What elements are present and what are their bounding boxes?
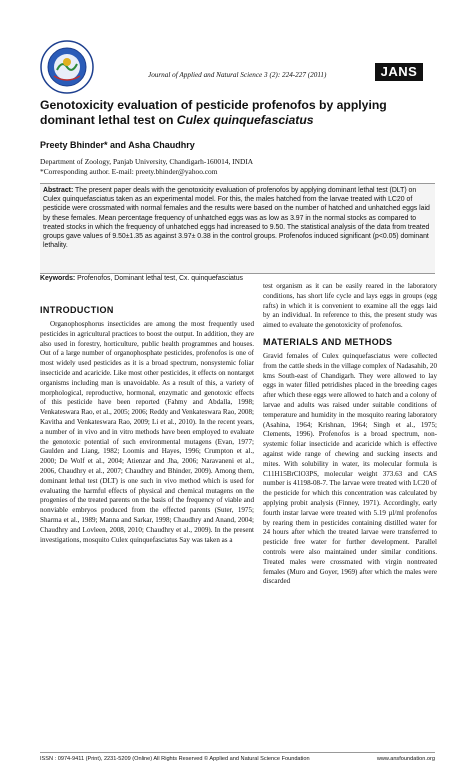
abstract	[43, 186, 431, 250]
abstract-text: The present paper deals with the genotoxicity evaluation of profenofos by applying dominant lethal test (DLT) on Culex quinquefasciatus taken as an experimental model. For this, the males hatched from the larvae treated with LC20 of pesticide were crossmated with normal females and the results were based on the number of hatched and unhatched eggs laid by these females. Mean percentage frequency of unhatched eggs was as low as 3.97 in the normal stocks as compared to treated stocks in which the frequency of unhatched eggs had increased to 9.50. The statistical analysis of the data from treated groups gave values of 9.50±1.35 as against 3.97± 0.38 in the control groups. Profenofos induced significant (p<0.05) dominant lethality.	[43, 187, 430, 250]
title-main: Genotoxicity evaluation of pesticide profenofos by applying dominant lethal test on	[40, 98, 387, 127]
journal-seal-icon	[40, 40, 94, 94]
footer-issn: ISSN : 0974-9411 (Print), 2231-5209 (Online) All Rights Reserved © Applied and Natural Science Foundation	[40, 756, 310, 762]
methods-paragraph: Gravid females of Culex quinquefasciatus were collected from the cattle sheds in the village complex of Nadasahib, 20 kms South-east of Chandigarh. They were allowed to lay eggs in water filled petridishes placed in the breeding cages after which these eggs were allowed to hatch and a colony of larvae and adults was raised under suitable conditions of temperature and humidity in the mosquito rearing laboratory (Asahina, 1964; Krishnan, 1964; Singh et al., 1975; Clements, 1996). Profenofos is a broad spectrum, non-systemic foliar insecticide and acaricide which is effective against wide range of chewing and sucking insects and mites. With solubility in water, its molecular formula is C11H15BrClO3PS, molecular weight 373.63 and CAS number is 41198-08-7. The larvae were treated with LC20 of the pesticide for which this concentration was calculated by applying probit analysis (Finney, 1971). Accordingly, early fourth instar larvae were treated with 5.19 µl/ml profenofos by rearing them in pesticides containing distilled water for 24 hours after which the treated larvae were transferred to pesticide free water for further development. Parallel controls were also maintained under similar conditions. Treated males were crossmated with virgin nontreated females (Muro and Goyer, 1969) after which the males were discarded	[263, 351, 437, 586]
footer-divider	[40, 752, 435, 753]
methods-heading: MATERIALS AND METHODS	[263, 336, 393, 347]
authors: Preety Bhinder* and Asha Chaudhry	[40, 140, 195, 150]
keywords-text: Profenofos, Dominant lethal test, Cx. quinquefasciatus	[75, 275, 243, 282]
keywords-label: Keywords:	[40, 275, 76, 282]
introduction-heading: INTRODUCTION	[40, 305, 114, 315]
footer-website: www.ansfoundation.org	[376, 756, 435, 762]
article-title	[40, 98, 440, 128]
column-right	[263, 282, 437, 587]
title-species: Culex quinquefasciatus	[176, 113, 314, 127]
journal-citation: Journal of Applied and Natural Science 3 (2): 224-227 (2011)	[148, 71, 327, 79]
introduction-paragraph: Organophosphorus insecticides are among the most frequently used pesticides in agricultural practices to boost the output. In addition, they are also used in forestry, horticulture, public health programmes and houses. Out of a large number of organophosphate pesticides, profenofos is one of most widely used pesticides as it is a broad spectrum, nonsystemic foliar insecticide and acaricide. Like most other pesticides, it effects on nontarget organisms including man is unavoidable. As a result of this, a variety of morphological, reproductive, hormonal, enzymatic and genotoxic effects of this pesticide have been reported (Fahmy and Abdalla, 1998; Venkateswara Rao, et al., 2005; 2006; Reddy and Venkateswara Rao, 2008; Kavitha and Venkateswara Rao, 2009; Li et al., 2010). In the recent years, a number of in vivo and in vitro methods have been employed to evaluate the genotoxic potential of such environmental mutagens (Evan, 1977; Gaulden and Liang, 1982; Loomis and Hayes, 1996; Crumpton et al., 2000; De Wolf et al., 2004; Atienzar and Jha, 2006; Naravaneni et al., 2006, Chaudhry et al., 2007; Chaudhry and Bhinder, 2009). Among them, dominant lethal test (DLT) is one such in vivo method which is used for evaluating the harmful effects of physical and chemical mutagens on the progenies of the treated parents on the basis of the frequency of viable and nonviable embryos produced from the effected parents (Suter, 1975; Sharma et al., 1989; Manna and Sarkar, 1998; Chaudhry and Anand, 2004; Chaudhry and Lovleen, 2008, 2010; Chaudhry et al., 2009). In the present investigations, mosquito Culex quinquefasciatus Say was taken as a	[40, 320, 254, 544]
abstract-label: Abstract:	[43, 187, 74, 194]
footer	[40, 756, 435, 762]
affiliation	[40, 157, 253, 176]
introduction-continuation: test organism as it can be easily reared in the laboratory conditions, has short life cycle and lays eggs in groups (egg rafts) in which it is convenient to examine all the eggs laid by an individual. In reference to this, the present study was aimed to evaluate the genotoxicity of profenofos.	[263, 282, 437, 330]
corresponding-author: *Corresponding author. E-mail: preety.bhinder@yahoo.com	[40, 166, 218, 176]
affiliation-department: Department of Zoology, Panjab University, Chandigarh-160014, INDIA	[40, 157, 254, 166]
column-left	[40, 305, 254, 545]
journal-badge: JANS	[375, 63, 423, 81]
